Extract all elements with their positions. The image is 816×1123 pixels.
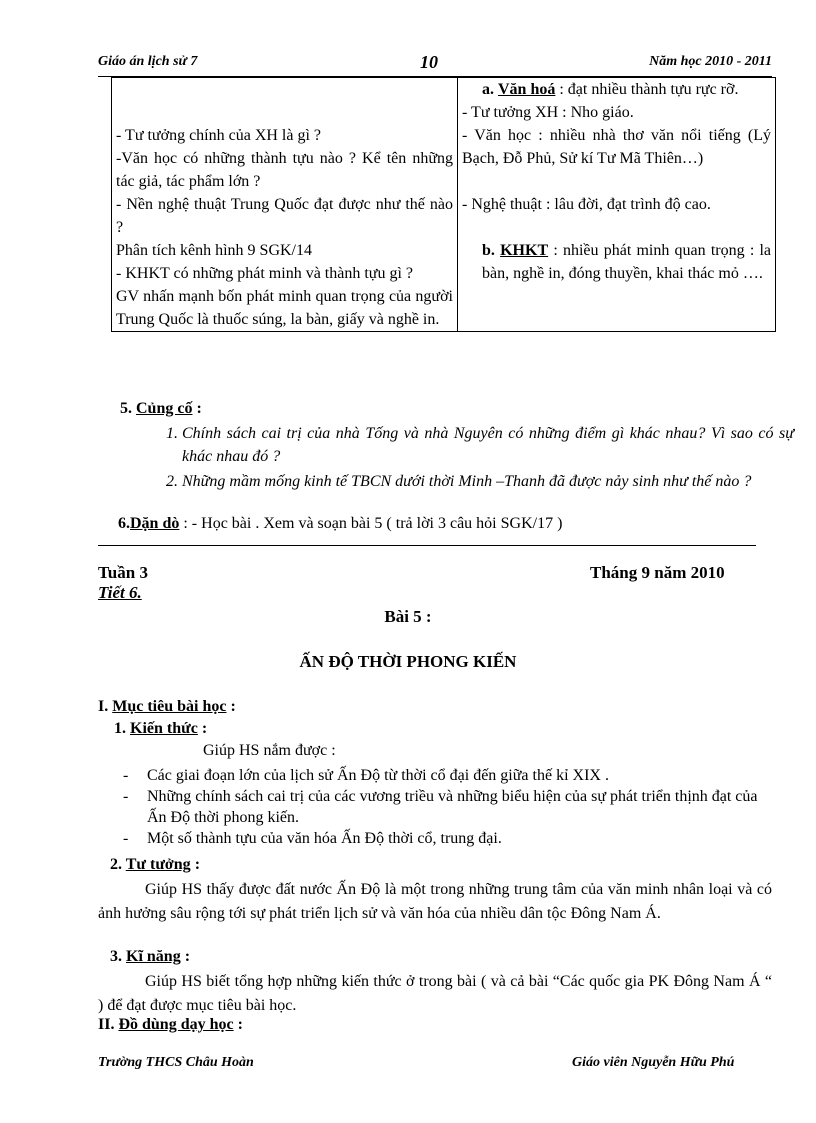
- science-heading: [462, 239, 771, 285]
- objectives-colon: :: [230, 698, 236, 715]
- page-header: [98, 52, 772, 77]
- thought-paragraph: Giúp HS thấy được đất nước Ấn Độ là một trong những trung tâm của văn minh nhân loại và có ảnh hưởng sâu rộng tới sự phát triển lịch sử và văn hóa của nhiều dân tộc Đông Nam Á.: [98, 881, 772, 922]
- question-art: - Nền nghệ thuật Trung Quốc đạt được như thế nào ?: [116, 196, 453, 236]
- science-prefix: b.: [482, 242, 495, 259]
- homework-text: : - Học bài . Xem và soạn bài 5 ( trả lời 3 câu hỏi SGK/17 ): [183, 515, 563, 532]
- spacer: [116, 78, 453, 101]
- list-item: 2. Những mầm mống kinh tế TBCN dưới thời Minh –Thanh đã được nảy sinh như thế nào ?: [182, 470, 794, 493]
- culture-prefix: a.: [482, 81, 494, 98]
- list-item: - Những chính sách cai trị của các vương triều và những biểu hiện của sự phát triển thịnh đạt của Ấn Độ thời phong kiến.: [120, 786, 772, 828]
- table-row: [112, 78, 776, 332]
- month-label: Tháng 9 năm 2010: [590, 563, 725, 582]
- culture-title: Văn hoá: [498, 81, 556, 98]
- consolidation-heading: [120, 400, 202, 418]
- homework-title: Dặn dò: [130, 515, 180, 532]
- teacher-activity-cell: [112, 78, 458, 332]
- thought-heading: [110, 856, 200, 874]
- knowledge-num: 1.: [114, 720, 126, 737]
- thought-num: 2.: [110, 856, 122, 873]
- homework-line: [118, 515, 562, 533]
- knowledge-heading: [114, 720, 207, 738]
- skills-paragraph: Giúp HS biết tổng hợp những kiến thức ở trong bài ( và cả bài “Các quốc gia PK Đông Nam Á “ ) để đạt được mục tiêu bài học.: [98, 973, 772, 1014]
- consolidation-title: Củng cố: [136, 400, 193, 417]
- art-answer: - Nghệ thuật : lâu đời, đạt trình độ cao.: [462, 196, 711, 213]
- materials-colon: :: [237, 1016, 243, 1033]
- materials-heading: [98, 1016, 243, 1034]
- consolidation-num: 5.: [120, 400, 132, 417]
- footer-teacher: Giáo viên Nguyễn Hữu Phú: [572, 1055, 735, 1070]
- spacer: [116, 101, 453, 124]
- lesson-table: [111, 77, 776, 332]
- skills-num: 3.: [110, 948, 122, 965]
- list-item: - Các giai đoạn lớn của lịch sử Ấn Độ từ thời cổ đại đến giữa thế kỉ XIX .: [120, 765, 772, 786]
- lesson-title: ẤN ĐỘ THỜI PHONG KIẾN: [299, 652, 517, 671]
- culture-heading: [462, 78, 771, 101]
- thought-title: Tư tưởng: [125, 856, 191, 873]
- thought-answer: - Tư tưởng XH : Nho giáo.: [462, 104, 634, 121]
- spacer: [462, 216, 771, 239]
- knowledge-colon: :: [201, 720, 208, 737]
- objectives-num: I.: [98, 698, 109, 715]
- consolidation-list: [160, 422, 794, 495]
- objectives-heading: [98, 698, 236, 716]
- lesson-label: Bài 5 :: [384, 607, 432, 626]
- header-school-year: Năm học 2010 - 2011: [649, 54, 772, 69]
- question-thought: - Tư tưởng chính của XH là gì ?: [116, 127, 322, 144]
- culture-text: : đạt nhiều thành tựu rực rỡ.: [559, 81, 739, 98]
- footer-school: Trường THCS Châu Hoàn: [98, 1055, 254, 1070]
- question-science: - KHKT có những phát minh và thành tựu gì ?: [116, 265, 413, 282]
- science-text: : nhiều phát minh quan trọng : la bàn, nghề in, đóng thuyền, khai thác mỏ ….: [482, 242, 772, 282]
- homework-num: 6.: [118, 515, 130, 532]
- section-divider: [98, 545, 756, 546]
- question-literature: -Văn học có những thành tựu nào ? Kể tên những tác giả, tác phẩm lớn ?: [116, 150, 453, 190]
- list-item: 1. Chính sách cai trị của nhà Tống và nhà Nguyên có những điểm gì khác nhau? Vì sao có sự khác nhau đó ?: [182, 422, 794, 468]
- consolidation-colon: :: [196, 400, 202, 417]
- spacer: [462, 170, 771, 193]
- materials-title: Đồ dùng dạy học: [118, 1016, 234, 1033]
- materials-num: II.: [98, 1016, 115, 1033]
- list-item: - Một số thành tựu của văn hóa Ấn Độ thời cổ, trung đại.: [120, 828, 772, 849]
- figure-analysis: Phân tích kênh hình 9 SGK/14: [116, 242, 312, 259]
- thought-colon: :: [194, 856, 201, 873]
- header-subject: Giáo án lịch sử 7: [98, 54, 198, 69]
- period-label: Tiết 6.: [98, 583, 142, 602]
- objectives-title: Mục tiêu bài học: [112, 698, 227, 715]
- science-title: KHKT: [500, 242, 549, 259]
- teacher-emphasis: GV nhấn mạnh bốn phát minh quan trọng của người Trung Quốc là thuốc súng, la bàn, giấy và nghề in.: [116, 288, 453, 328]
- skills-heading: [110, 948, 190, 966]
- page-number: 10: [420, 52, 438, 72]
- skills-title: Kĩ năng: [126, 948, 181, 965]
- literature-answer: - Văn học : nhiều nhà thơ văn nổi tiếng (Lý Bạch, Đỗ Phủ, Sử kí Tư Mã Thiên…): [462, 127, 771, 167]
- week-label: Tuần 3: [98, 563, 148, 582]
- knowledge-intro: Giúp HS nắm được :: [203, 742, 336, 759]
- knowledge-title: Kiến thức: [130, 720, 198, 737]
- content-cell: [458, 78, 776, 332]
- skills-colon: :: [184, 948, 191, 965]
- knowledge-list: [120, 765, 772, 849]
